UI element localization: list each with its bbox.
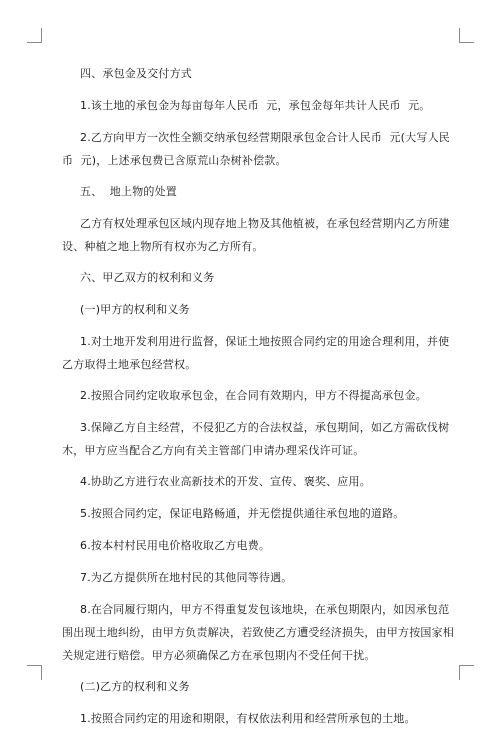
subsection-heading-party-a: (一)甲方的权利和义务 [80, 303, 190, 316]
party-a-clause-1: 1.对土地开发利用进行监督，保证土地按照合同约定的用途合理利用，并使乙方取得土地承包经营权。 [62, 335, 450, 371]
party-a-clause-5: 5.按照合同约定，保证电路畅通，并无偿提供通往承包地的道路。 [80, 507, 405, 520]
page-corner-mark-bottom-right [459, 665, 474, 680]
page-corner-mark-top-left [27, 28, 42, 43]
party-a-clause-7: 7.为乙方提供所在地村民的其他同等待遇。 [80, 571, 293, 584]
section-heading-5: 五、 地上物的处置 [80, 185, 177, 198]
party-a-clause-8: 8.在合同履行期内，甲方不得重复发包该地块，在承包期限内，如因承包范围出现土地纠纷，由甲方负责解决，若致使乙方遭受经济损失，由甲方按国家相关规定进行赔偿。甲方必须确保乙方在承包期内不受任何干扰。 [62, 603, 454, 662]
party-b-clause-1: 1.按照合同约定的用途和期限，有权依法利用和经营所承包的土地。 [80, 712, 416, 725]
page-corner-mark-top-right [459, 28, 474, 43]
party-a-clause-2: 2.按照合同约定收取承包金，在合同有效期内，甲方不得提高承包金。 [80, 389, 427, 402]
clause-4-2: 2.乙方向甲方一次性全额交纳承包经营期限承包金合计人民币 元(大写人民币 元)，上述承包费已含原荒山杂树补偿款。 [62, 131, 450, 167]
section-heading-4: 四、承包金及交付方式 [80, 67, 192, 80]
section-heading-6: 六、甲乙双方的权利和义务 [80, 271, 215, 284]
subsection-heading-party-b: (二)乙方的权利和义务 [80, 680, 190, 693]
clause-4-1: 1.该土地的承包金为每亩每年人民币 元，承包金每年共计人民币 元。 [80, 99, 431, 112]
clause-5-text: 乙方有权处理承包区域内现存地上物及其他植被，在承包经营期内乙方所建设、种植之地上物所有权亦为乙方所有。 [62, 217, 450, 253]
party-a-clause-3: 3.保障乙方自主经营，不侵犯乙方的合法权益，承包期间，如乙方需砍伐树木，甲方应当配合乙方向有关主管部门申请办理采伐许可证。 [62, 421, 450, 457]
party-a-clause-6: 6.按本村村民用电价格收取乙方电费。 [80, 539, 271, 552]
document-body [62, 62, 454, 730]
party-a-clause-4: 4.协助乙方进行农业高新技术的开发、宣传、褒奖、应用。 [80, 475, 371, 488]
page-corner-mark-bottom-left [27, 665, 42, 680]
